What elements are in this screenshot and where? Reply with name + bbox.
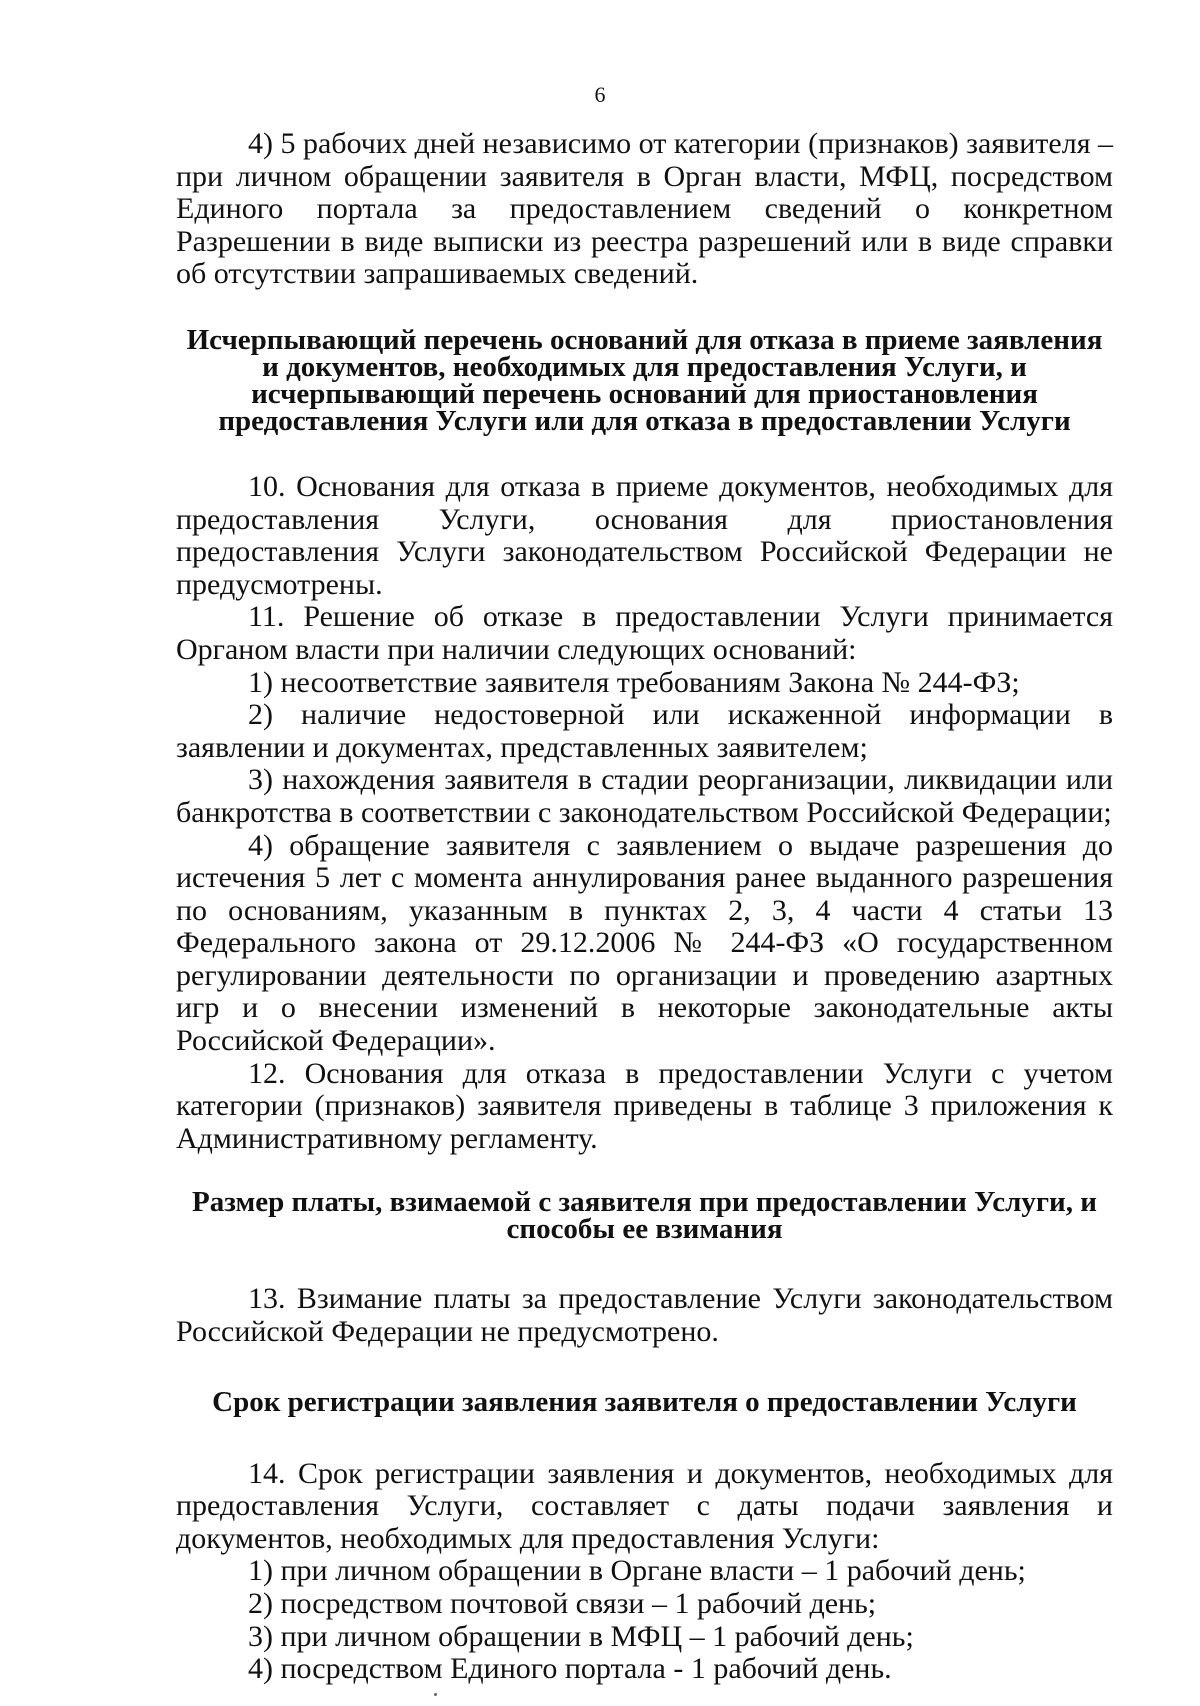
paragraph-14-item-3: 3) при личном обращении в МФЦ – 1 рабочий день; xyxy=(248,1619,914,1653)
paragraph-14: 14. Срок регистрации заявления и документов, необходимых для предоставления Услуги, составляет с даты подачи заявления и документов, необходимых для предоставления Услуги: xyxy=(176,1456,1113,1555)
paragraph-11: 11. Решение об отказе в предоставлении Услуги принимается Органом власти при наличии следующих оснований: xyxy=(176,600,1113,666)
page-number: 6 xyxy=(594,82,606,107)
paragraph-9-item-4: 4) 5 рабочих дней независимо от категории (признаков) заявителя – при личном обращении заявителя в Орган власти, МФЦ, посредством Единого портала за предоставлением сведений о конкретном Разрешении в виде выписки из реестра разрешений или в виде справки об отсутствии запрашиваемых сведений. xyxy=(176,127,1113,291)
scan-speck xyxy=(434,1693,437,1696)
paragraph-10: 10. Основания для отказа в приеме документов, необходимых для предоставления Услуги, основания для приостановления предоставления Услуги законодательством Российской Федерации не предусмотрены. xyxy=(176,469,1113,601)
paragraph-14-item-2: 2) посредством почтовой связи – 1 рабочий день; xyxy=(248,1587,877,1620)
section-heading-refusal-grounds: Исчерпывающий перечень оснований для отказа в приеме заявления и документов, необходимых для предоставления Услуги, и исчерпывающий перечень оснований для приостановления предоставления Услуги или для отказа в предоставлении Услуги xyxy=(186,323,1103,437)
paragraph-12: 12. Основания для отказа в предоставлении Услуги с учетом категории (признаков) заявителя приведены в таблице 3 приложения к Административному регламенту. xyxy=(176,1056,1113,1155)
paragraph-11-item-4: 4) обращение заявителя с заявлением о выдаче разрешения до истечения 5 лет с момента аннулирования ранее выданного разрешения по основаниям, указанным в пунктах 2, 3, 4 части 4 статьи 13 Федерального закона от 29.12.2006 № 244-ФЗ «О государственном регулировании деятельности по организации и проведению азартных игр и о внесении изменений в некоторые законодательные акты Российской Федерации». xyxy=(176,828,1113,1058)
paragraph-11-item-2: 2) наличие недостоверной или искаженной информации в заявлении и документах, представленных заявителем; xyxy=(176,698,1113,764)
section-heading-fee: Размер платы, взимаемой с заявителя при предоставлении Услуги, и способы ее взимания xyxy=(192,1186,1097,1246)
document-body xyxy=(176,128,1113,1686)
paragraph-11-item-1: 1) несоответствие заявителя требованиям Закона № 244-ФЗ; xyxy=(248,665,1020,699)
paragraph-14-item-4: 4) посредством Единого портала - 1 рабочий день. xyxy=(248,1652,892,1686)
paragraph-11-item-3: 3) нахождения заявителя в стадии реорганизации, ликвидации или банкротства в соответствии с законодательством Российской Федерации; xyxy=(176,763,1113,829)
paragraph-13: 13. Взимание платы за предоставление Услуги законодательством Российской Федерации не предусмотрено. xyxy=(176,1282,1113,1349)
paragraph-14-item-1: 1) при личном обращении в Органе власти – 1 рабочий день; xyxy=(248,1554,1026,1588)
section-heading-registration-term: Срок регистрации заявления заявителя о предоставлении Услуги xyxy=(212,1385,1077,1418)
